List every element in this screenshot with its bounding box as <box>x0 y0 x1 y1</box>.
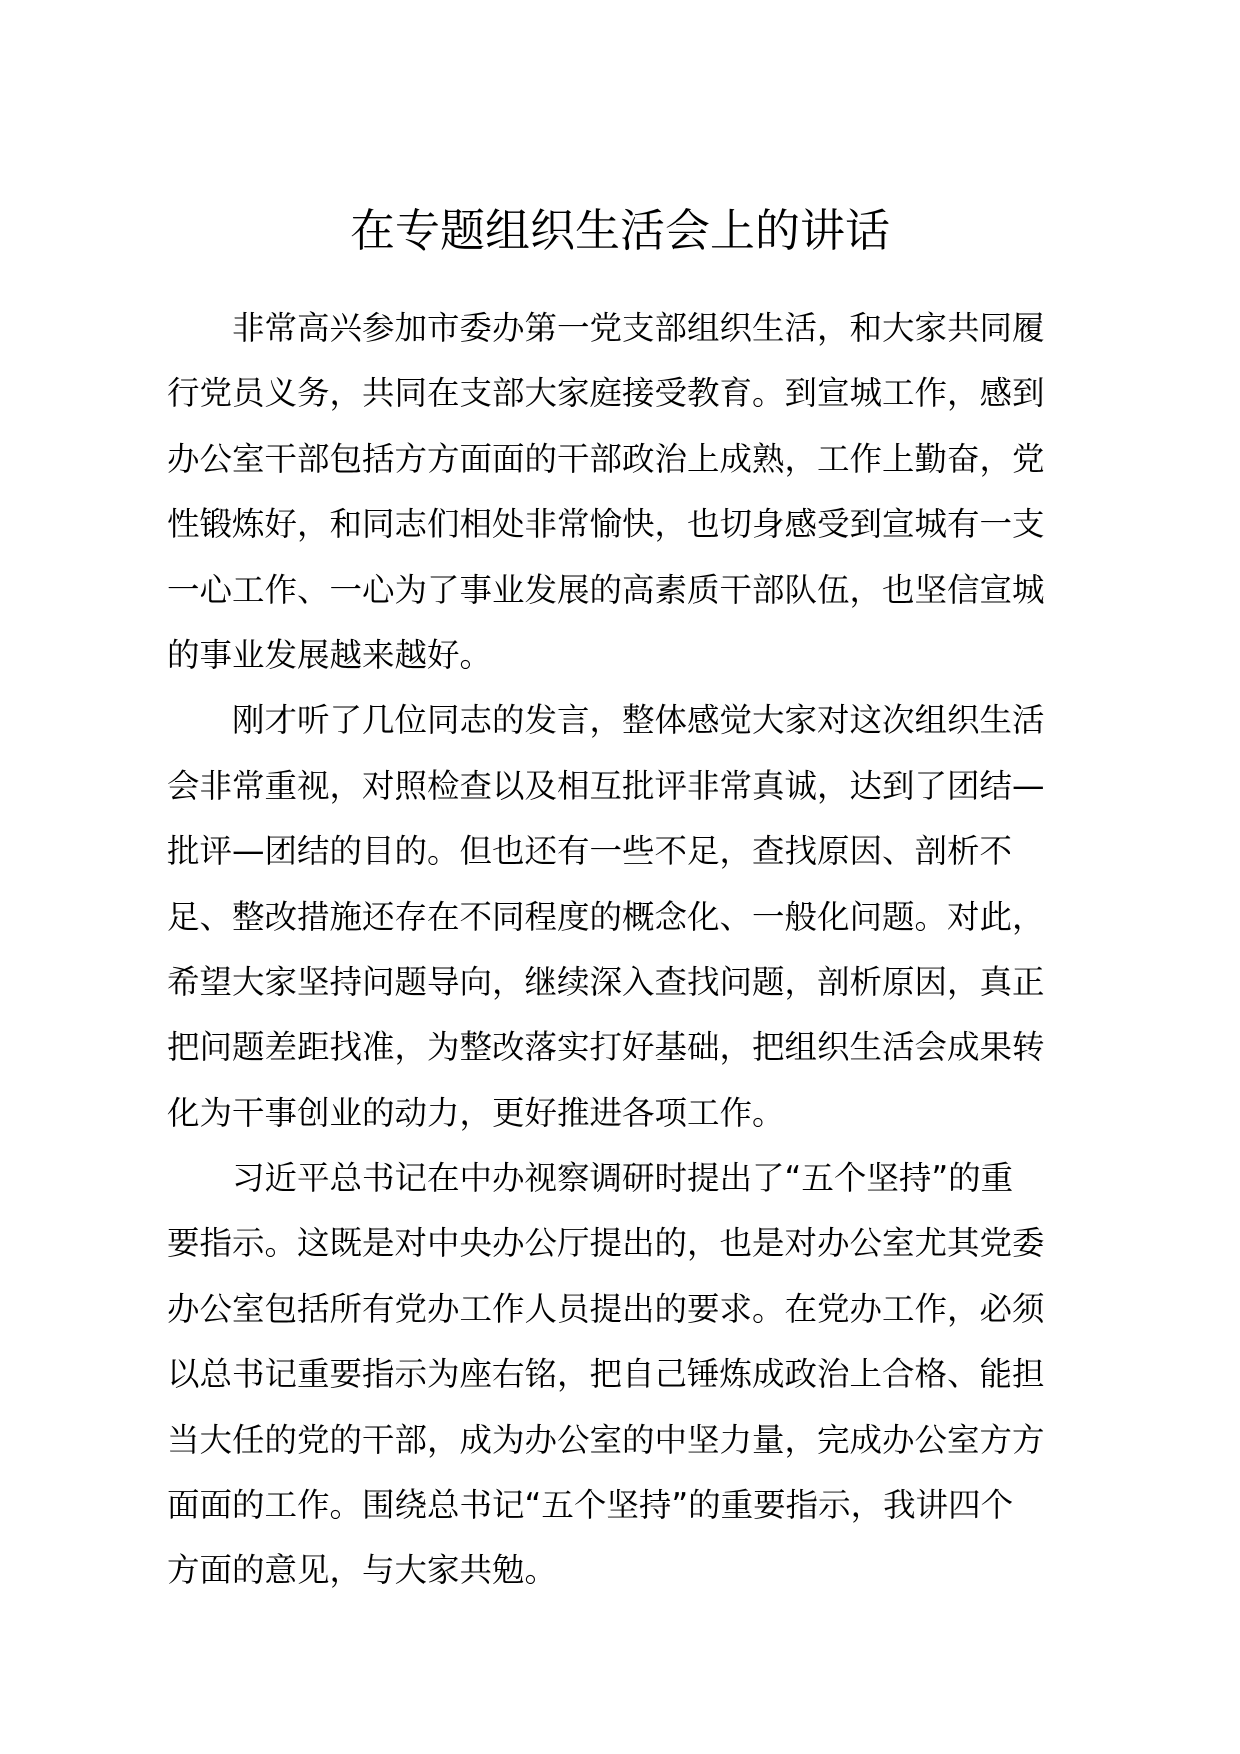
text-line: 当大任的党的干部，成为办公室的中坚力量，完成办公室方方 <box>167 1420 1045 1459</box>
text-line: 一心工作、一心为了事业发展的高素质干部队伍，也坚信宣城 <box>167 570 1045 609</box>
paragraph <box>167 688 1087 1146</box>
paragraph <box>167 1146 1087 1604</box>
paragraph <box>167 296 1087 688</box>
text-line: 办公室干部包括方方面面的干部政治上成熟，工作上勤奋，党 <box>167 439 1045 478</box>
text-line: 行党员义务，共同在支部大家庭接受教育。到宣城工作，感到 <box>167 374 1045 413</box>
text-line: 办公室包括所有党办工作人员提出的要求。在党办工作，必须 <box>167 1289 1045 1328</box>
text-line: 化为干事创业的动力，更好推进各项工作。 <box>167 1093 785 1132</box>
text-line: 面面的工作。围绕总书记“五个坚持”的重要指示，我讲四个 <box>167 1486 1014 1525</box>
document-title: 在专题组织生活会上的讲话 <box>349 204 890 257</box>
text-line: 刚才听了几位同志的发言，整体感觉大家对这次组织生活 <box>232 701 1045 740</box>
text-line: 非常高兴参加市委办第一党支部组织生活，和大家共同履 <box>232 309 1045 347</box>
text-line: 以总书记重要指示为座右铭，把自己锤炼成政治上合格、能担 <box>167 1355 1045 1394</box>
text-line: 习近平总书记在中办视察调研时提出了“五个坚持”的重 <box>232 1159 1014 1198</box>
text-line: 批评—团结的目的。但也还有一些不足，查找原因、剖析不 <box>167 832 1013 871</box>
text-line: 希望大家坚持问题导向，继续深入查找问题，剖析原因，真正 <box>167 962 1045 1001</box>
text-line: 把问题差距找准，为整改落实打好基础，把组织生活会成果转 <box>167 1028 1045 1067</box>
document-body <box>167 296 1087 1604</box>
text-line: 性锻炼好，和同志们相处非常愉快，也切身感受到宣城有一支 <box>167 505 1045 544</box>
text-line: 方面的意见，与大家共勉。 <box>167 1551 558 1590</box>
text-line: 要指示。这既是对中央办公厅提出的，也是对办公室尤其党委 <box>167 1224 1045 1263</box>
text-line: 的事业发展越来越好。 <box>167 635 493 674</box>
text-line: 会非常重视，对照检查以及相互批评非常真诚，达到了团结— <box>167 766 1045 805</box>
text-line: 足、整改措施还存在不同程度的概念化、一般化问题。对此， <box>167 897 1045 936</box>
